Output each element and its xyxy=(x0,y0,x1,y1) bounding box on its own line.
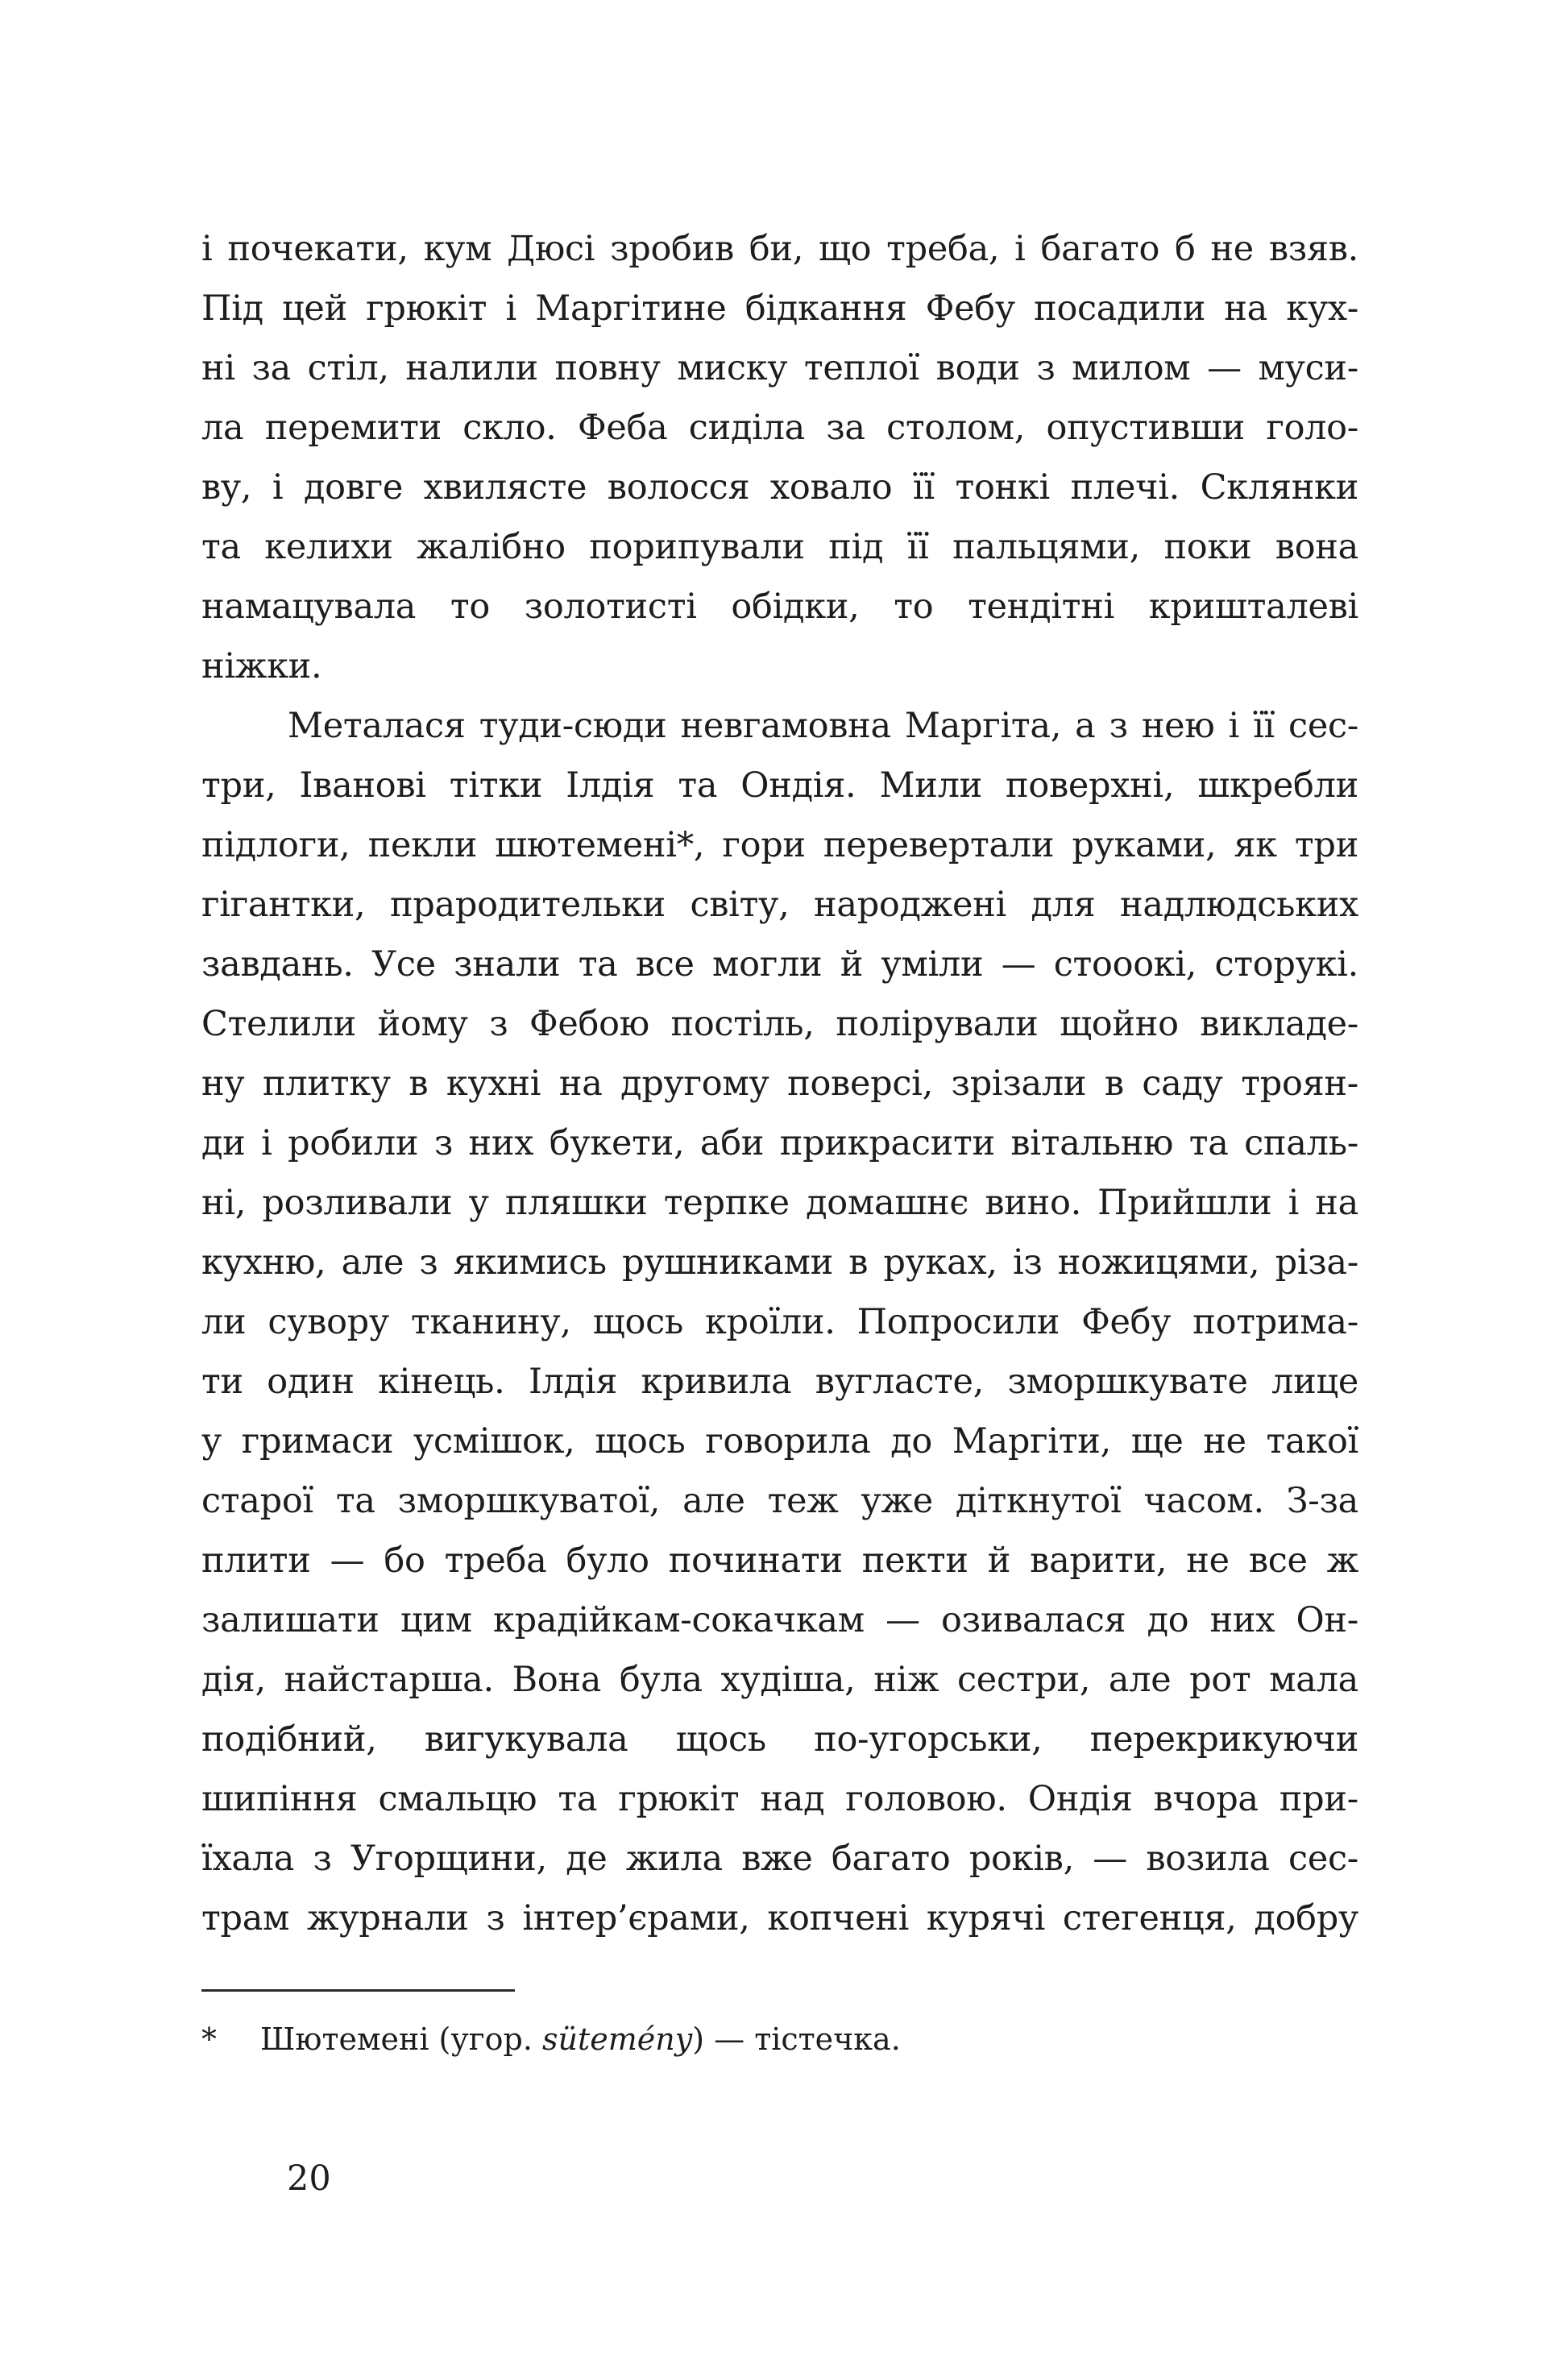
text-line: завдань. Усе знали та все могли й уміли — стооокі, сторукі. xyxy=(201,944,1358,985)
text-line: дія, найстарша. Вона була худіша, ніж сестри, але рот мала xyxy=(201,1660,1358,1700)
footnote xyxy=(201,2019,1358,2059)
text-line: підлоги, пекли шютемені*, гори перевертали руками, як три xyxy=(201,825,1358,865)
text-line: залишати цим крадійкам-сокачкам — озивалася до них Он- xyxy=(201,1600,1358,1640)
footnote-separator-rule xyxy=(201,1989,515,1992)
text-line: гігантки, прародительки світу, народжені для надлюдських xyxy=(201,885,1358,925)
text-line: ти один кінець. Ілдія кривила вугласте, зморшкувате лице xyxy=(201,1362,1358,1402)
text-line: ні, розливали у пляшки терпке домашнє вино. Прийшли і на xyxy=(201,1183,1358,1223)
footnote-text: Шютемені (угор. xyxy=(260,2021,543,2057)
footnote-text: ) — тістечка. xyxy=(692,2021,901,2057)
text-line: у гримаси усмішок, щось говорила до Маргіти, ще не такої xyxy=(201,1421,1358,1462)
text-line: Стелили йому з Фебою постіль, полірували щойно викладе- xyxy=(201,1004,1358,1044)
text-line: три, Іванові тітки Ілдія та Ондія. Мили поверхні, шкребли xyxy=(201,765,1358,806)
text-line: шипіння смальцю та грюкіт над головою. Ондія вчора при- xyxy=(201,1779,1358,1819)
text-line: ди і робили з них букети, аби прикрасити вітальню та спаль- xyxy=(201,1123,1358,1163)
text-line: старої та зморшкуватої, але теж уже діткнутої часом. З-за xyxy=(201,1481,1358,1521)
text-line: ніжки. xyxy=(201,646,322,686)
text-line: трам журнали з інтер’єрами, копчені курячі стегенця, добру xyxy=(201,1898,1358,1938)
footnote-italic-term: sütemény xyxy=(542,2021,693,2057)
text-line: ну плитку в кухні на другому поверсі, зрізали в саду троян- xyxy=(201,1064,1358,1104)
text-line: намацувала то золотисті обідки, то тендітні кришталеві xyxy=(201,587,1358,627)
text-line: ву, і довге хвилясте волосся ховало її тонкі плечі. Склянки xyxy=(201,467,1358,508)
text-line: ла перемити скло. Феба сиділа за столом, опустивши голо- xyxy=(201,408,1358,448)
text-line: кухню, але з якимись рушниками в руках, із ножицями, різа- xyxy=(201,1242,1358,1283)
text-line: їхала з Угорщини, де жила вже багато років, — возила сес- xyxy=(201,1839,1358,1879)
text-line: Під цей грюкіт і Маргітине бідкання Фебу посадили на кух- xyxy=(201,288,1358,329)
text-line: ли сувору тканину, щось кроїли. Попросили Фебу потрима- xyxy=(201,1302,1358,1342)
text-line: плити — бо треба було починати пекти й варити, не все ж xyxy=(201,1540,1358,1581)
body-text xyxy=(201,219,1358,1948)
text-line: і почекати, кум Дюсі зробив би, що треба, і багато б не взяв. xyxy=(201,229,1358,269)
paragraph xyxy=(201,696,1358,1948)
text-line: та келихи жалібно порипували під її пальцями, поки вона xyxy=(201,527,1358,567)
page-number: 20 xyxy=(287,2158,331,2199)
text-line: Металася туди-сюди невгамовна Маргіта, а з нею і її сес- xyxy=(288,706,1358,746)
footnote-marker: * xyxy=(201,2021,217,2057)
text-line: ні за стіл, налили повну миску теплої води з милом — муси- xyxy=(201,348,1358,388)
paragraph xyxy=(201,219,1358,696)
text-line: подібний, вигукувала щось по-угорськи, перекрикуючи xyxy=(201,1719,1358,1760)
